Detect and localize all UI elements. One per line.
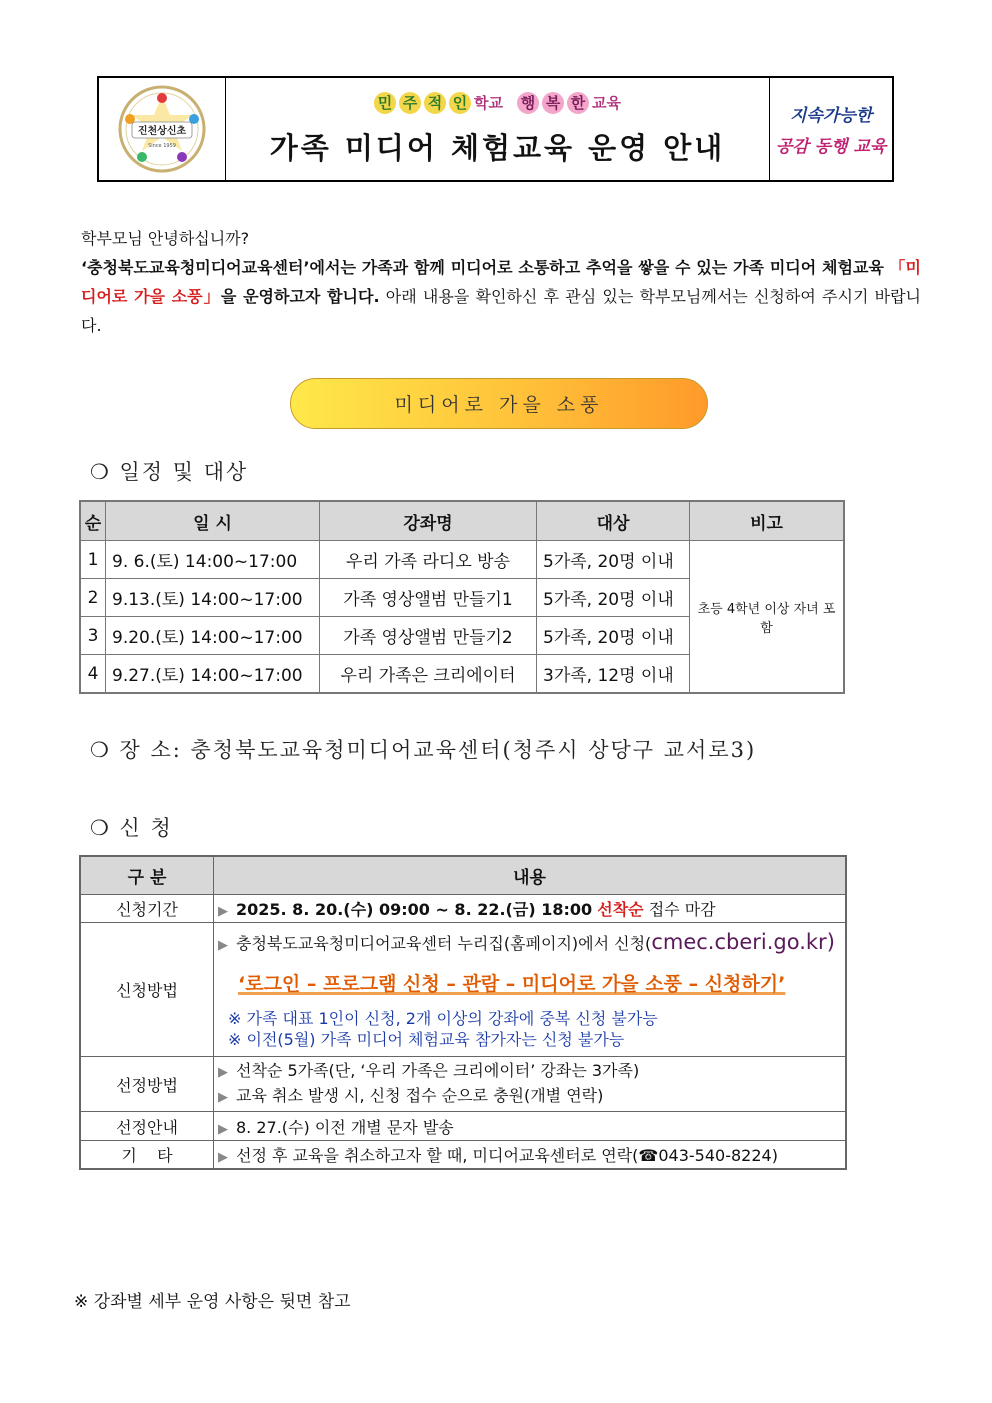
row-target: 5가족, 20명 이내 bbox=[537, 579, 690, 617]
period-cell bbox=[214, 895, 847, 923]
notice-text: 8. 27.(수) 이전 개별 문자 발송 bbox=[236, 1117, 454, 1137]
section-place: ❍ 장 소: 충청북도교육청미디어교육센터(청주시 상당구 교서로3) bbox=[90, 738, 757, 762]
method-line: 충청북도교육청미디어교육센터 누리집(홈페이지)에서 신청( bbox=[236, 934, 652, 953]
table-row bbox=[80, 923, 846, 1057]
table-row bbox=[80, 1141, 846, 1170]
row-course: 우리 가족 라디오 방송 bbox=[320, 541, 537, 579]
method-note-2: ※ 이전(5월) 가족 미디어 체험교육 참가자는 신청 불가능 bbox=[228, 1030, 625, 1049]
row-date: 9.13.(토) 14:00~17:00 bbox=[106, 579, 320, 617]
sustainable-text: 지속가능한 bbox=[789, 106, 873, 126]
row-label: 선정방법 bbox=[80, 1057, 214, 1112]
slogan-char: 행 bbox=[517, 92, 539, 114]
slogan-char: 인 bbox=[449, 92, 471, 114]
arrow-icon: ▶ bbox=[218, 904, 228, 919]
arrow-icon: ▶ bbox=[218, 1150, 228, 1165]
slogan-word: 교육 bbox=[592, 94, 621, 112]
row-course: 가족 영상앨범 만들기2 bbox=[320, 617, 537, 655]
period-tail: 접수 마감 bbox=[648, 900, 716, 919]
empathy-text: 공감 동행 교육 bbox=[775, 137, 887, 157]
row-target: 5가족, 20명 이내 bbox=[537, 541, 690, 579]
row-target: 5가족, 20명 이내 bbox=[537, 617, 690, 655]
method-url: cmec.cberi.go.kr bbox=[651, 930, 827, 954]
col-header: 강좌명 bbox=[320, 501, 537, 541]
period-first-come: 선착순 bbox=[597, 900, 644, 919]
page-title: 가족 미디어 체험교육 운영 안내 bbox=[269, 130, 726, 165]
table-row bbox=[80, 895, 846, 923]
row-date: 9. 6.(토) 14:00~17:00 bbox=[106, 541, 320, 579]
slogan-char: 민 bbox=[374, 92, 396, 114]
row-number: 1 bbox=[80, 541, 106, 579]
method-path: ‘로그인 – 프로그램 신청 – 관람 – 미디어로 가을 소풍 – 신청하기’ bbox=[238, 973, 786, 995]
intro-paragraph bbox=[81, 253, 921, 340]
intro-text-3: 아래 내용을 확인하신 후 관심 있는 학부모님께서는 신청하여 주시기 바랍니다. bbox=[81, 287, 921, 335]
slogan-char: 적 bbox=[424, 92, 446, 114]
apply-table bbox=[79, 855, 847, 1170]
arrow-icon: ▶ bbox=[218, 1121, 228, 1137]
row-number: 3 bbox=[80, 617, 106, 655]
table-header-row bbox=[80, 856, 846, 895]
notice-cell bbox=[214, 1112, 847, 1141]
method-note-1: ※ 가족 대표 1인이 신청, 2개 이상의 강좌에 중복 신청 불가능 bbox=[228, 1009, 658, 1028]
row-label: 신청기간 bbox=[80, 895, 214, 923]
section-schedule-heading: ❍ 일정 및 대상 bbox=[90, 460, 249, 484]
header-right-logo bbox=[769, 78, 892, 180]
row-number: 2 bbox=[80, 579, 106, 617]
greeting: 학부모님 안녕하십니까? bbox=[81, 229, 250, 248]
school-badge-text: 진천상신초 bbox=[137, 126, 187, 137]
school-logo bbox=[99, 78, 226, 180]
col-header: 일 시 bbox=[106, 501, 320, 541]
section-apply-heading: ❍ 신 청 bbox=[90, 816, 173, 840]
program-title-banner: 미디어로 가을 소풍 bbox=[290, 378, 708, 429]
slogan-word: 학교 bbox=[474, 94, 503, 112]
header-box bbox=[97, 76, 894, 182]
slogan-char: 한 bbox=[567, 92, 589, 114]
etc-text: 선정 후 교육을 취소하고자 할 때, 미디어교육센터로 연락(☎043-540-8224) bbox=[236, 1146, 778, 1165]
row-label: 기 타 bbox=[80, 1141, 214, 1170]
schedule-table bbox=[79, 500, 845, 694]
col-header: 비고 bbox=[690, 501, 845, 541]
table-header-row bbox=[80, 501, 844, 541]
arrow-icon: ▶ bbox=[218, 938, 228, 953]
table-row bbox=[80, 1112, 846, 1141]
arrow-icon: ▶ bbox=[218, 1090, 228, 1105]
method-cell bbox=[214, 923, 847, 1057]
intro-text-1: ‘충청북도교육청미디어교육센터’에서는 가족과 함께 미디어로 소통하고 추억을 쌓을 수 있는 가족 미디어 체험교육 bbox=[81, 258, 884, 277]
row-date: 9.20.(토) 14:00~17:00 bbox=[106, 617, 320, 655]
row-course: 가족 영상앨범 만들기1 bbox=[320, 579, 537, 617]
school-emblem-icon bbox=[112, 85, 212, 173]
col-header: 내용 bbox=[214, 856, 847, 895]
table-row bbox=[80, 1057, 846, 1112]
school-since-text: Since 1959 bbox=[148, 143, 176, 149]
row-number: 4 bbox=[80, 655, 106, 694]
period-text: 2025. 8. 20.(수) 09:00 ~ 8. 22.(금) 18:00 bbox=[236, 900, 593, 919]
col-header: 순 bbox=[80, 501, 106, 541]
arrow-icon: ▶ bbox=[218, 1065, 228, 1080]
slogan bbox=[374, 92, 621, 114]
select-line-1: 선착순 5가족(단, ‘우리 가족은 크리에이터’ 강좌는 3가족) bbox=[236, 1061, 640, 1080]
select-line-2: 교육 취소 발생 시, 신청 접수 순으로 충원(개별 연락) bbox=[236, 1086, 604, 1105]
footer-note: ※ 강좌별 세부 운영 사항은 뒷면 참고 bbox=[74, 1292, 351, 1312]
row-label: 신청방법 bbox=[80, 923, 214, 1057]
header-center bbox=[226, 78, 769, 180]
row-note: 초등 4학년 이상 자녀 포함 bbox=[690, 541, 845, 694]
row-date: 9.27.(토) 14:00~17:00 bbox=[106, 655, 320, 694]
row-course: 우리 가족은 크리에이터 bbox=[320, 655, 537, 694]
program-name: 「미디어로 가을 소풍」 bbox=[81, 258, 921, 306]
table-row bbox=[80, 541, 844, 579]
select-cell bbox=[214, 1057, 847, 1112]
slogan-char: 주 bbox=[399, 92, 421, 114]
etc-cell bbox=[214, 1141, 847, 1170]
col-header: 구 분 bbox=[80, 856, 214, 895]
method-url-close: ) bbox=[826, 930, 835, 954]
col-header: 대상 bbox=[537, 501, 690, 541]
row-target: 3가족, 12명 이내 bbox=[537, 655, 690, 694]
slogan-char: 복 bbox=[542, 92, 564, 114]
row-label: 선정안내 bbox=[80, 1112, 214, 1141]
intro-text-2: 을 운영하고자 합니다. bbox=[220, 287, 380, 306]
